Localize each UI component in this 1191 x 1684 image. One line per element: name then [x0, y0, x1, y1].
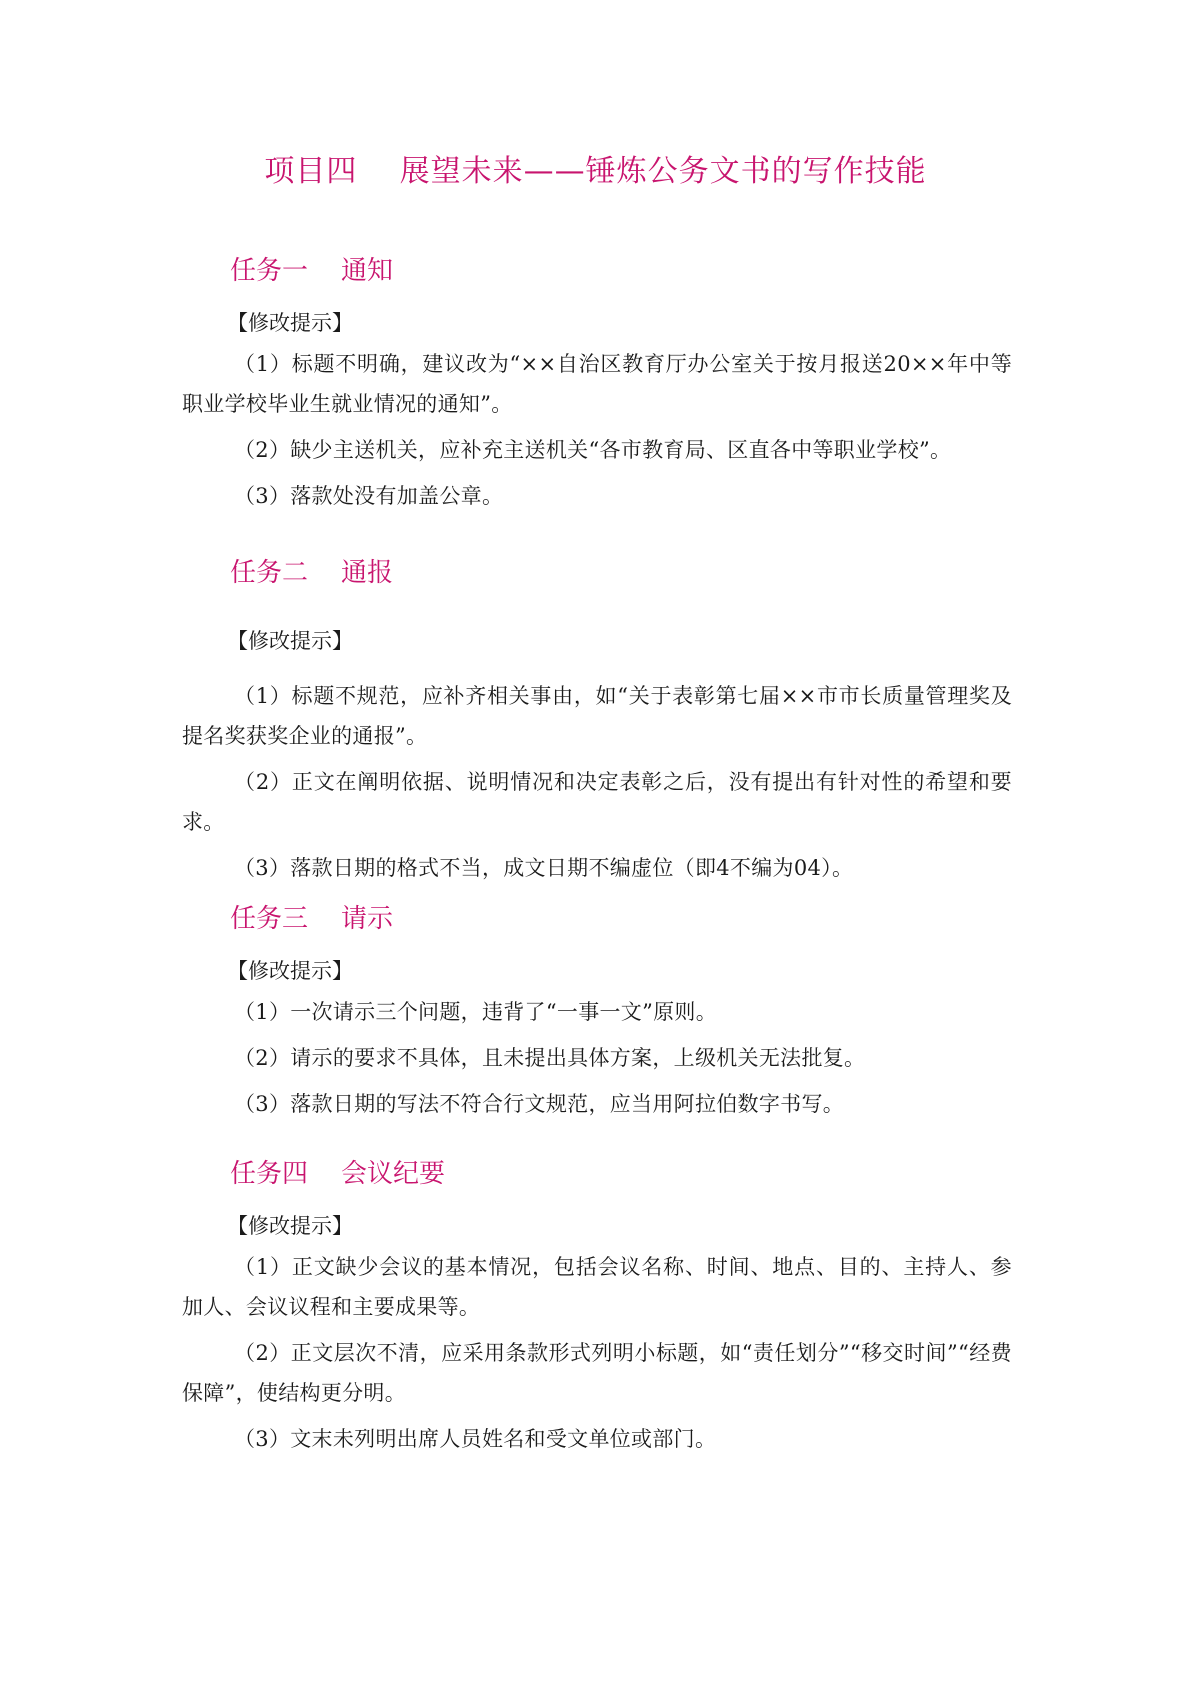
hint-list [182, 676, 1012, 888]
hint-list [182, 992, 1012, 1124]
task-section-2 [182, 556, 1012, 888]
hint-item: （3）文末未列明出席人员姓名和受文单位或部门。 [234, 1427, 717, 1451]
task-section-1 [182, 254, 1012, 516]
hint-item: （2）正文在阐明依据、说明情况和决定表彰之后，没有提出有针对性的希望和要求。 [182, 770, 1012, 834]
task-section-4 [182, 1157, 1012, 1459]
hint-item: （3）落款日期的格式不当，成文日期不编虚位（即4不编为04）。 [234, 856, 854, 880]
hint-label: 【修改提示】 [227, 959, 353, 983]
hint-item: （1）一次请示三个问题，违背了“一事一文”原则。 [234, 1000, 718, 1024]
hint-item: （1）标题不明确，建议改为“××自治区教育厅办公室关于按月报送20××年中等职业学校毕业生就业情况的通知”。 [182, 352, 1012, 416]
task-title: 任务四 会议纪要 [230, 1159, 446, 1189]
hint-label: 【修改提示】 [227, 1214, 353, 1238]
hint-item: （1）正文缺少会议的基本情况，包括会议名称、时间、地点、目的、主持人、参加人、会议议程和主要成果等。 [182, 1255, 1012, 1319]
hint-item: （2）缺少主送机关，应补充主送机关“各市教育局、区直各中等职业学校”。 [234, 438, 952, 462]
hint-label: 【修改提示】 [227, 311, 353, 335]
task-title: 任务二 通报 [230, 558, 394, 588]
task-title: 任务一 通知 [230, 256, 394, 286]
hint-item: （2）正文层次不清，应采用条款形式列明小标题，如“责任划分”“移交时间”“经费保障”，使结构更分明。 [182, 1341, 1012, 1405]
hint-list [182, 344, 1012, 516]
hint-item: （1）标题不规范，应补齐相关事由，如“关于表彰第七届××市市长质量管理奖及提名奖获奖企业的通报”。 [182, 684, 1012, 748]
hint-list [182, 1247, 1012, 1459]
task-section-3 [182, 902, 1012, 1124]
task-title: 任务三 请示 [230, 904, 394, 934]
hint-label: 【修改提示】 [227, 629, 353, 653]
project-title: 项目四 展望未来——锤炼公务文书的写作技能 [264, 154, 927, 189]
hint-item: （3）落款日期的写法不符合行文规范，应当用阿拉伯数字书写。 [234, 1092, 845, 1116]
hint-item: （3）落款处没有加盖公章。 [234, 484, 504, 508]
hint-item: （2）请示的要求不具体，且未提出具体方案，上级机关无法批复。 [234, 1046, 866, 1070]
